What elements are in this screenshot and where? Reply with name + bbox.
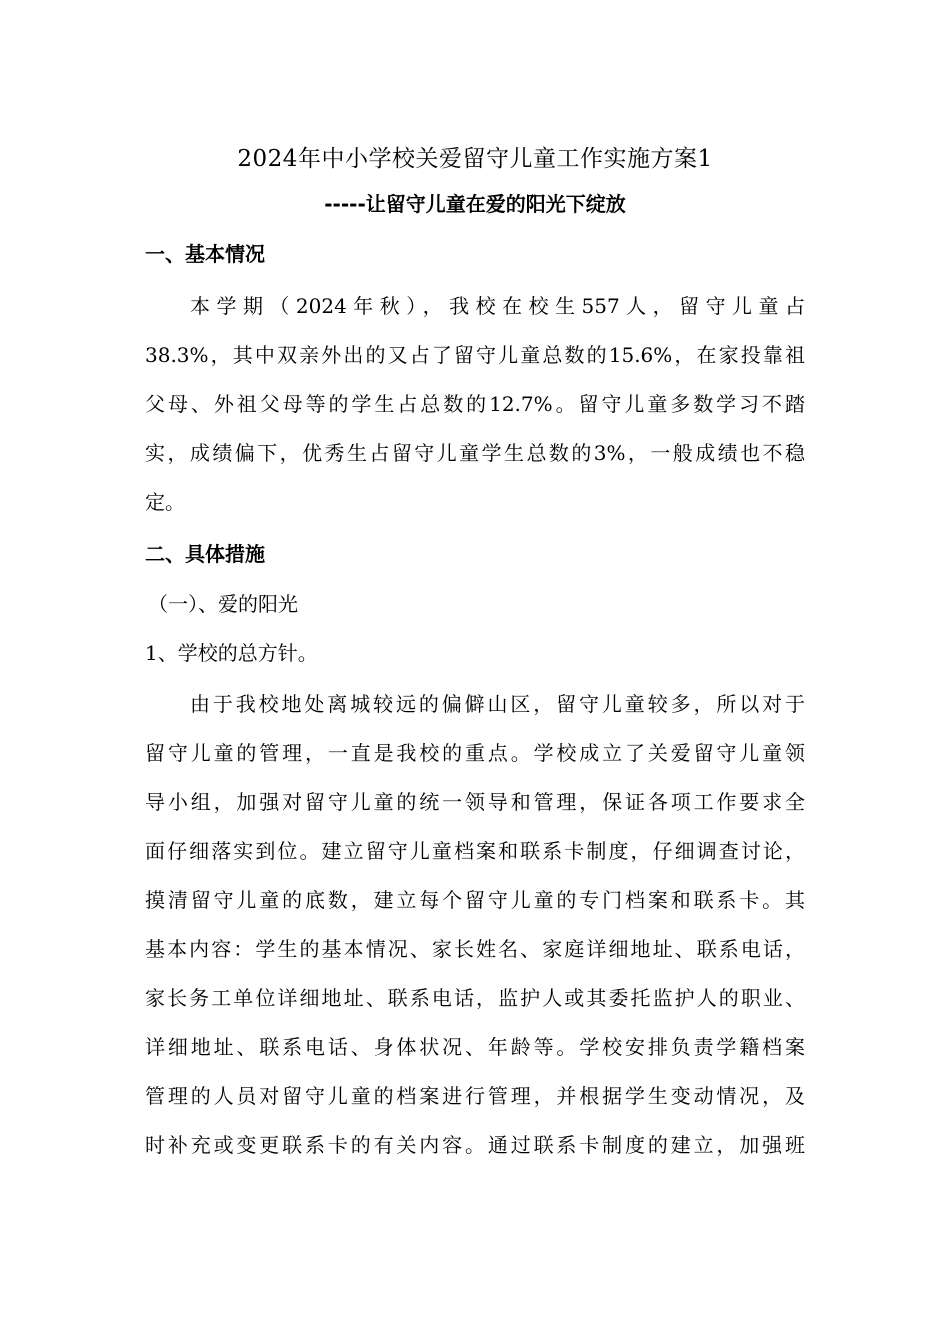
section-heading-basic: 一、基本情况: [145, 242, 265, 266]
paragraph-line: 家长务工单位详细地址、联系电话，监护人或其委托监护人的职业、: [145, 986, 805, 1010]
subsection-heading: （一）、爱的阳光: [148, 592, 298, 616]
paragraph-line: 导小组，加强对留守儿童的统一领导和管理，保证各项工作要求全: [145, 790, 805, 814]
paragraph-line: 摸清留守儿童的底数，建立每个留守儿童的专门档案和联系卡。其: [145, 888, 805, 912]
paragraph-line: 管理的人员对留守儿童的档案进行管理，并根据学生变动情况，及: [145, 1084, 805, 1108]
document-subtitle: -----让留守儿童在爱的阳光下绽放: [324, 192, 626, 216]
paragraph-line: 定。: [145, 490, 185, 514]
paragraph-line: 实，成绩偏下，优秀生占留守儿童学生总数的3%，一般成绩也不稳: [145, 441, 805, 465]
paragraph-line: 时补充或变更联系卡的有关内容。通过联系卡制度的建立，加强班: [145, 1133, 805, 1157]
document-title: 2024年中小学校关爱留守儿童工作实施方案1: [237, 146, 713, 172]
paragraph-line: 详细地址、联系电话、身体状况、年龄等。学校安排负责学籍档案: [145, 1035, 805, 1059]
paragraph-line: 面仔细落实到位。建立留守儿童档案和联系卡制度，仔细调查讨论，: [145, 839, 805, 863]
paragraph-line: 留守儿童的管理，一直是我校的重点。学校成立了关爱留守儿童领: [145, 741, 805, 765]
paragraph-line: 38.3%，其中双亲外出的又占了留守儿童总数的15.6%，在家投靠祖: [145, 343, 805, 367]
list-item-heading: 1、学校的总方针。: [145, 641, 318, 665]
paragraph-line: 本学期（2024年秋），我校在校生557人，留守儿童占: [190, 294, 805, 318]
paragraph-line: 基本内容：学生的基本情况、家长姓名、家庭详细地址、联系电话，: [145, 937, 805, 961]
section-heading-measures: 二、具体措施: [145, 542, 265, 566]
paragraph-line: 由于我校地处离城较远的偏僻山区，留守儿童较多，所以对于: [190, 692, 805, 716]
paragraph-line: 父母、外祖父母等的学生占总数的12.7%。留守儿童多数学习不踏: [145, 392, 805, 416]
